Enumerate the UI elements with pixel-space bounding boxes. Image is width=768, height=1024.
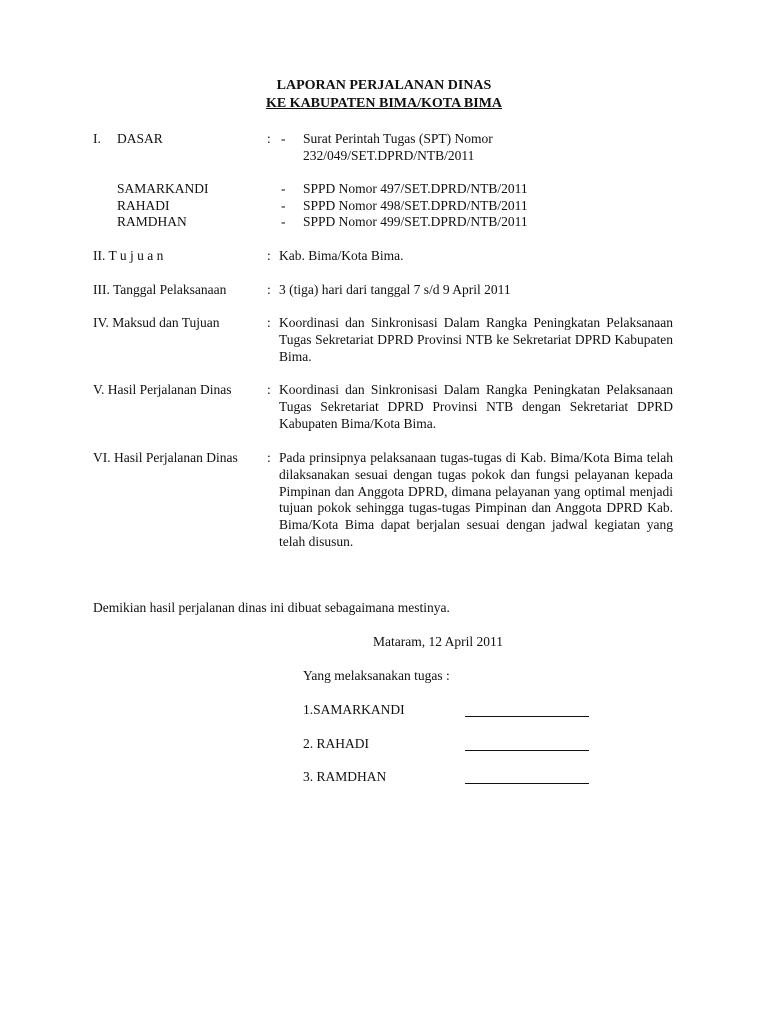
maksud-colon: :: [267, 315, 271, 330]
closing-statement: Demikian hasil perjalanan dinas ini dibuat sebagaimana mestinya.: [93, 600, 450, 615]
tujuan-value: Kab. Bima/Kota Bima.: [279, 248, 404, 263]
maksud-paragraph: Koordinasi dan Sinkronisasi Dalam Rangka Peningkatan Pelaksanaan Tugas Sekretariat DPRD Provinsi NTB ke Sekretariat DPRD Kabupaten Bima.: [279, 315, 673, 364]
sppd-number: SPPD Nomor 499/SET.DPRD/NTB/2011: [303, 214, 528, 229]
dasar-spt-line2: 232/049/SET.DPRD/NTB/2011: [303, 148, 475, 163]
sppd-name: RAHADI: [117, 198, 170, 213]
signer-name: 1.SAMARKANDI: [303, 702, 405, 717]
sppd-number: SPPD Nomor 498/SET.DPRD/NTB/2011: [303, 198, 528, 213]
hasil-v-label: V. Hasil Perjalanan Dinas: [93, 382, 232, 397]
signer-name: 2. RAHADI: [303, 736, 369, 751]
hasil-vi-colon: :: [267, 450, 271, 465]
hasil-vi-text: [279, 450, 673, 551]
signers-heading: Yang melaksanakan tugas :: [303, 668, 450, 683]
dasar-label: DASAR: [117, 131, 163, 146]
hasil-v-text: [279, 382, 673, 432]
document-title: LAPORAN PERJALANAN DINAS: [276, 78, 492, 93]
sppd-dash: -: [281, 181, 286, 196]
tujuan-colon: :: [267, 248, 271, 263]
hasil-v-paragraph: Koordinasi dan Sinkronisasi Dalam Rangka Peningkatan Pelaksanaan Tugas Sekretariat DPRD Provinsi NTB dengan Sekretariat DPRD Kabupaten Bima/Kota Bima.: [279, 382, 673, 431]
signature-line: [465, 783, 589, 784]
tanggal-value: 3 (tiga) hari dari tanggal 7 s/d 9 April 2011: [279, 282, 511, 297]
sppd-dash: -: [281, 198, 286, 213]
sppd-name: RAMDHAN: [117, 214, 187, 229]
signature-line: [465, 750, 589, 751]
signature-line: [465, 716, 589, 717]
signer-name: 3. RAMDHAN: [303, 769, 387, 784]
tujuan-label: II. T u j u a n: [93, 248, 164, 263]
sppd-number: SPPD Nomor 497/SET.DPRD/NTB/2011: [303, 181, 528, 196]
sppd-dash: -: [281, 214, 286, 229]
tanggal-colon: :: [267, 282, 271, 297]
hasil-vi-paragraph: Pada prinsipnya pelaksanaan tugas-tugas di Kab. Bima/Kota Bima telah dilaksanakan sesuai dengan tugas pokok dan fungsi pelayanan kepada Pimpinan dan Anggota DPRD, dimana pelayanan yang optimal menjadi tujuan pokok sehingga tugas-tugas Pimpinan dan Anggota DPRD Kab. Bima/Kota Bima dapat berjalan sesuai dengan jadwal kegiatan yang telah disusun.: [279, 450, 673, 549]
dasar-colon: :: [267, 131, 271, 146]
tanggal-label: III. Tanggal Pelaksanaan: [93, 282, 227, 297]
dasar-spt-line1: Surat Perintah Tugas (SPT) Nomor: [303, 131, 493, 146]
maksud-label: IV. Maksud dan Tujuan: [93, 315, 220, 330]
hasil-vi-label: VI. Hasil Perjalanan Dinas: [93, 450, 238, 465]
hasil-v-colon: :: [267, 382, 271, 397]
document-subtitle: KE KABUPATEN BIMA/KOTA BIMA: [265, 96, 503, 111]
section-number-i: I.: [93, 131, 101, 146]
dasar-dash: -: [281, 131, 286, 146]
sppd-name: SAMARKANDI: [117, 181, 209, 196]
maksud-text: [279, 315, 673, 365]
place-date: Mataram, 12 April 2011: [373, 634, 503, 649]
